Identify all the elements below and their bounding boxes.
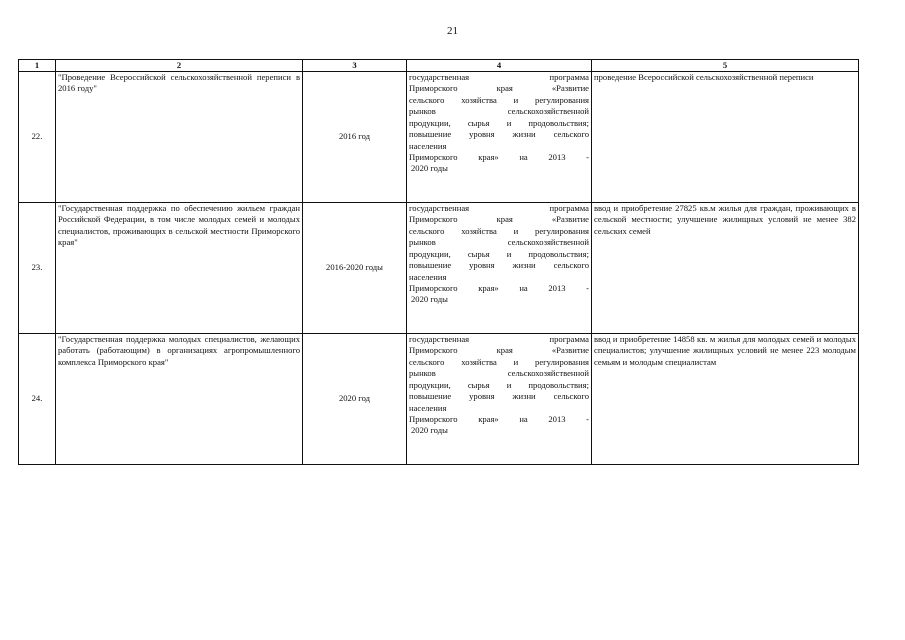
program-line: сельского хозяйства и регулирования bbox=[409, 225, 589, 236]
row-number: 22. bbox=[19, 72, 56, 203]
program-line: рынков сельскохозяйственной bbox=[409, 237, 589, 248]
program-cell bbox=[407, 72, 592, 203]
activity-name: "Государственная поддержка молодых специалистов, желающих работать (работающим) в организациях агропромышленного комплекса Приморского края" bbox=[56, 334, 303, 465]
program-line: Приморского края» на 2013 - bbox=[409, 413, 589, 424]
column-header: 4 bbox=[407, 60, 592, 72]
activity-name: "Государственная поддержка по обеспечению жильем граждан Российской Федерации, в том числе молодых семей и молодых специалистов, проживающих в сельской местности Приморского края" bbox=[56, 203, 303, 334]
program-table bbox=[18, 59, 859, 465]
program-cell bbox=[407, 334, 592, 465]
column-header: 1 bbox=[19, 60, 56, 72]
program-line: 2020 годы bbox=[411, 294, 448, 305]
period: 2016 год bbox=[303, 72, 407, 203]
program-cell bbox=[407, 203, 592, 334]
program-line: 2020 годы bbox=[411, 163, 448, 174]
program-line: государственная программа bbox=[409, 203, 589, 213]
program-line: государственная программа bbox=[409, 72, 589, 82]
program-line: рынков сельскохозяйственной bbox=[409, 106, 589, 117]
column-header: 2 bbox=[56, 60, 303, 72]
program-line: сельского хозяйства и регулирования bbox=[409, 356, 589, 367]
program-line: повышение уровня жизни сельского bbox=[409, 129, 589, 140]
table-row bbox=[19, 334, 859, 465]
program-line: продукции, сырья и продовольствия; bbox=[409, 248, 589, 259]
column-header: 3 bbox=[303, 60, 407, 72]
expected-result: проведение Всероссийской сельскохозяйственной переписи bbox=[592, 72, 859, 203]
expected-result: ввод и приобретение 14858 кв. м жилья для молодых семей и молодых специалистов; улучшение жилищных условий не менее 223 молодым семьям и молодым специалистам bbox=[592, 334, 859, 465]
program-line: населения bbox=[409, 140, 447, 151]
table-row bbox=[19, 203, 859, 334]
program-line: Приморского края» на 2013 - bbox=[409, 282, 589, 293]
row-number: 24. bbox=[19, 334, 56, 465]
period: 2016-2020 годы bbox=[303, 203, 407, 334]
period: 2020 год bbox=[303, 334, 407, 465]
program-line: сельского хозяйства и регулирования bbox=[409, 94, 589, 105]
program-line: Приморского края «Развитие bbox=[409, 214, 589, 225]
program-line: повышение уровня жизни сельского bbox=[409, 391, 589, 402]
activity-name: "Проведение Всероссийской сельскохозяйственной переписи в 2016 году" bbox=[56, 72, 303, 203]
row-number: 23. bbox=[19, 203, 56, 334]
program-line: повышение уровня жизни сельского bbox=[409, 260, 589, 271]
expected-result: ввод и приобретение 27825 кв.м жилья для граждан, проживающих в сельской местности; улучшение жилищных условий не менее 382 сельских семей bbox=[592, 203, 859, 334]
page-number: 21 bbox=[447, 25, 458, 37]
program-line: населения bbox=[409, 271, 447, 282]
program-line: населения bbox=[409, 402, 447, 413]
program-line: 2020 годы bbox=[411, 425, 448, 436]
table-row bbox=[19, 72, 859, 203]
program-line: Приморского края» на 2013 - bbox=[409, 151, 589, 162]
column-header: 5 bbox=[592, 60, 859, 72]
program-line: государственная программа bbox=[409, 334, 589, 344]
program-line: рынков сельскохозяйственной bbox=[409, 368, 589, 379]
program-line: Приморского края «Развитие bbox=[409, 83, 589, 94]
program-line: Приморского края «Развитие bbox=[409, 345, 589, 356]
program-line: продукции, сырья и продовольствия; bbox=[409, 379, 589, 390]
program-line: продукции, сырья и продовольствия; bbox=[409, 117, 589, 128]
header-row bbox=[19, 60, 859, 72]
